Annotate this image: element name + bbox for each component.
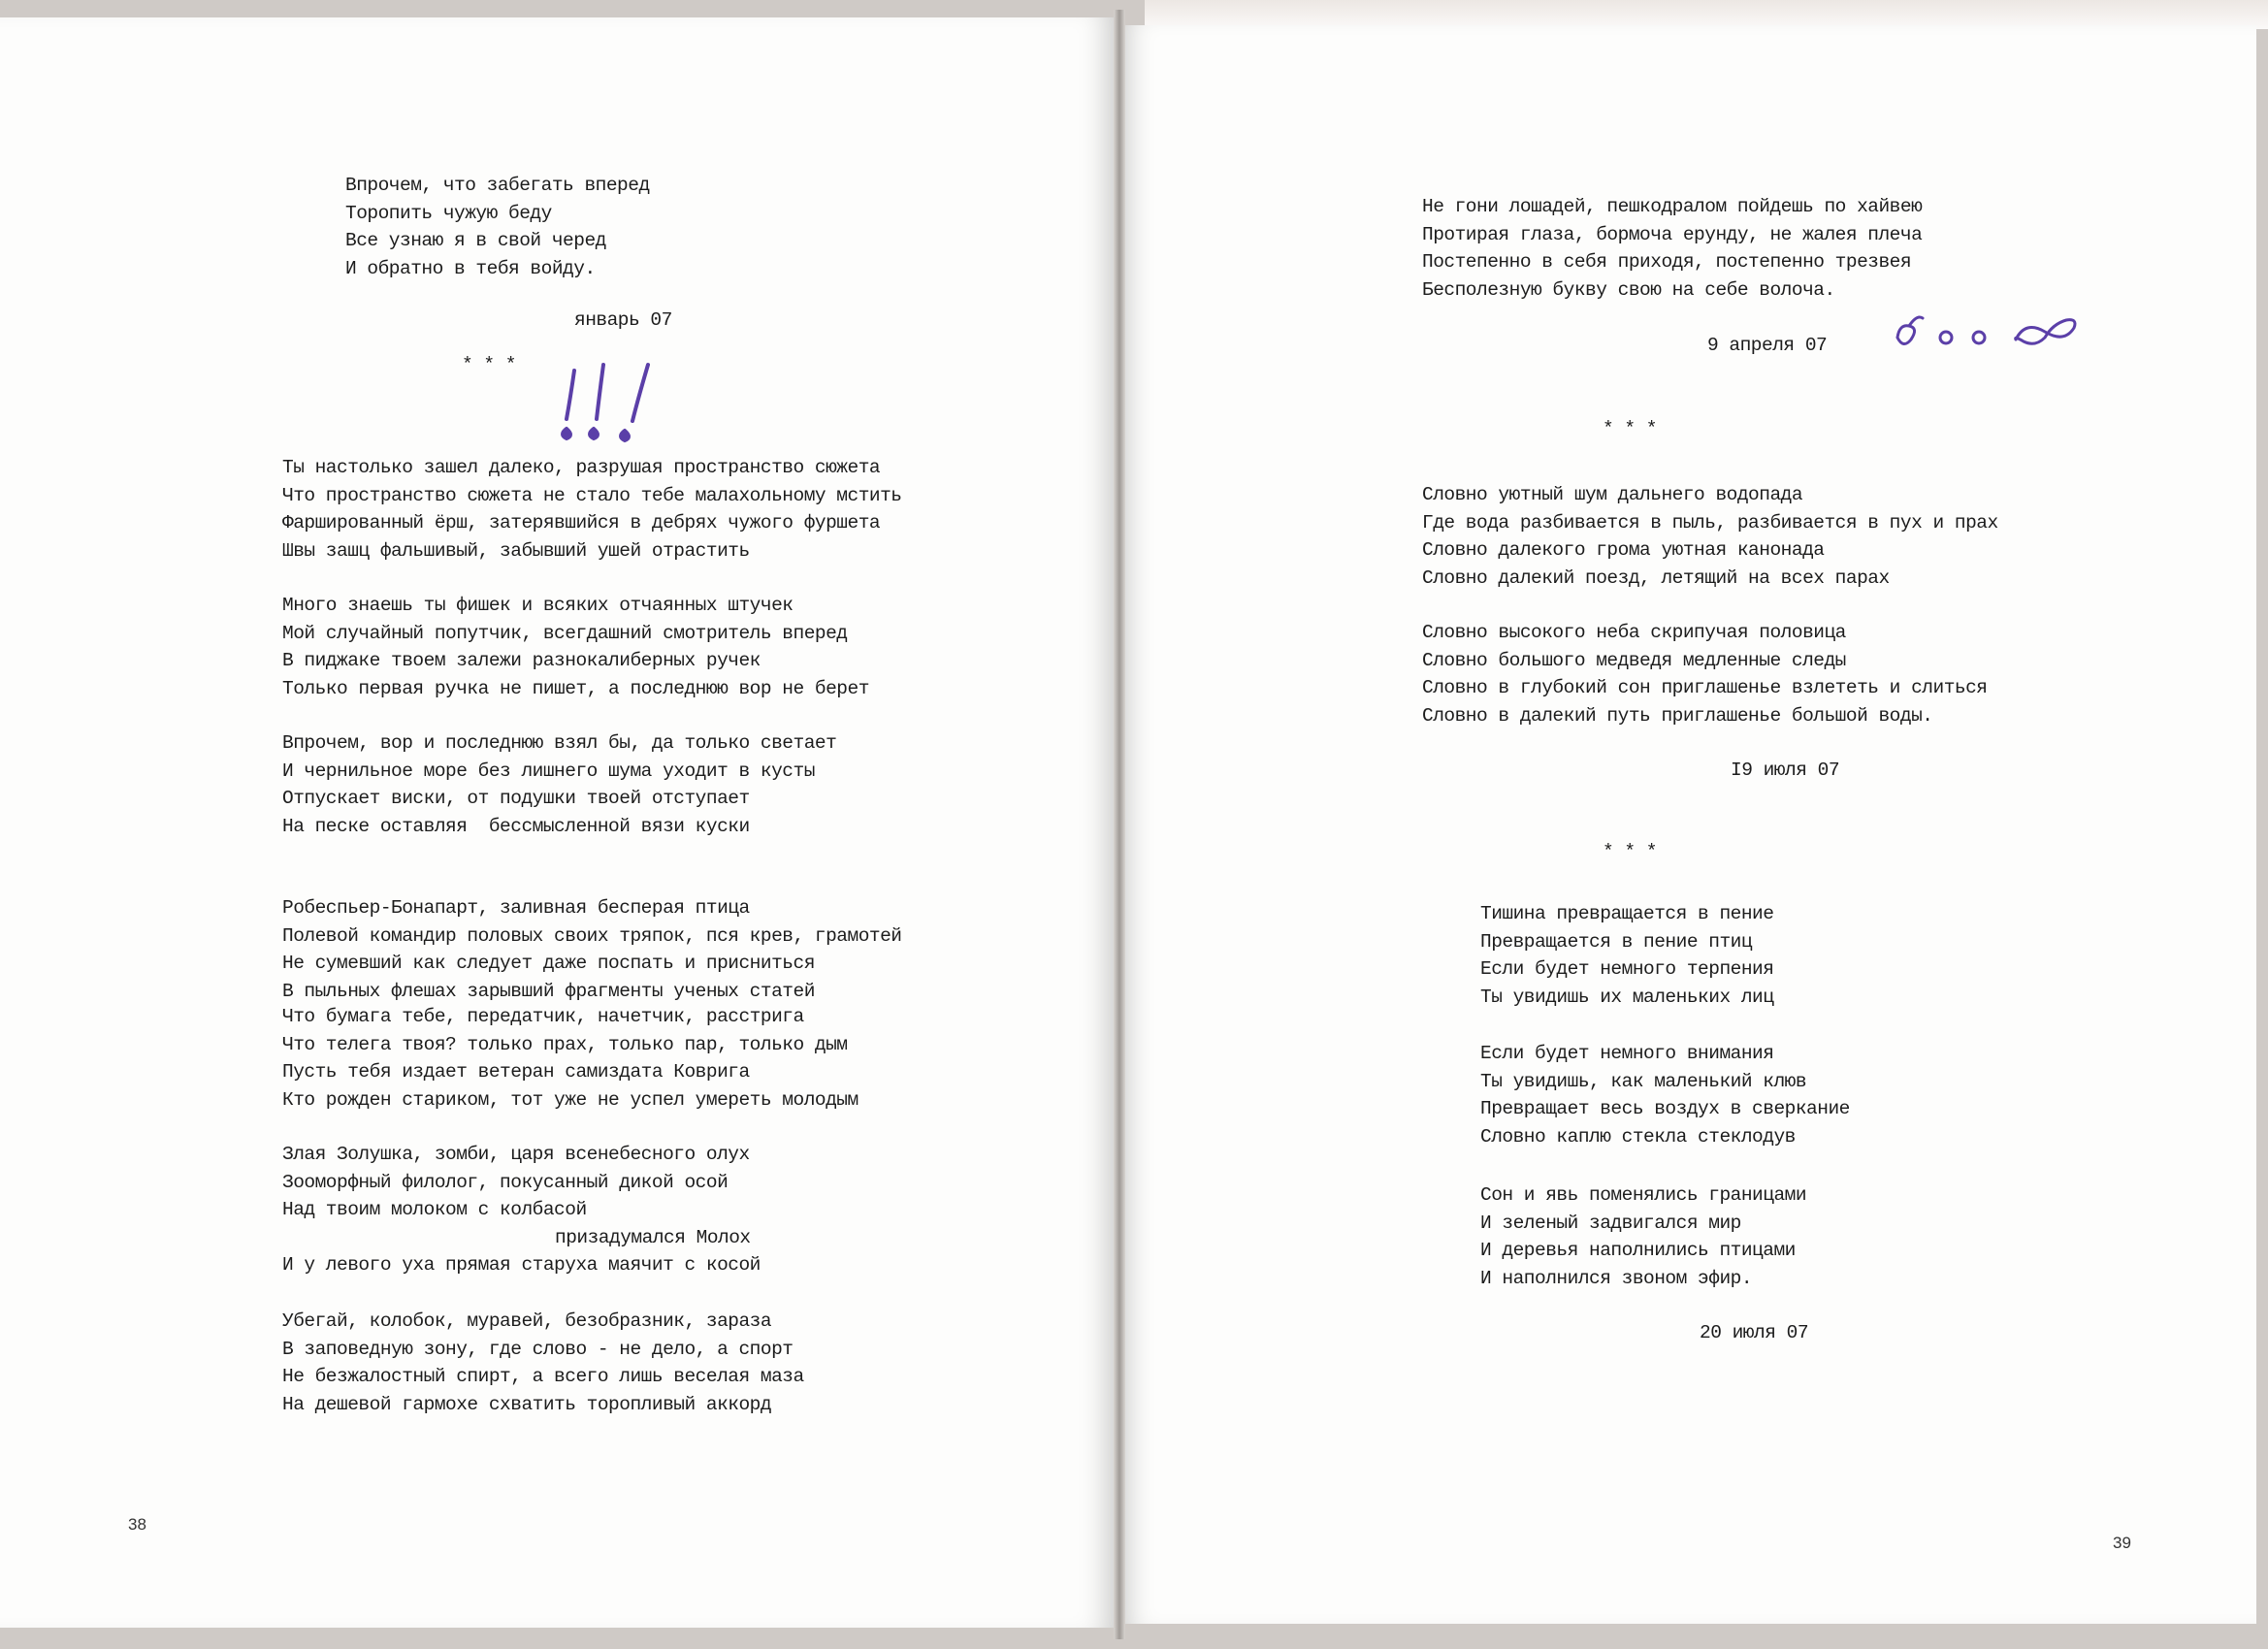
- poem-line: Если будет немного терпения: [1480, 958, 1774, 980]
- poem-date: 9 апреля 07: [1707, 335, 1828, 356]
- poem-line: Сон и явь поменялись границами: [1480, 1184, 1807, 1206]
- poem-line: Фаршированный ёрш, затерявшийся в дебрях чужого фуршета: [282, 512, 881, 534]
- poem-line: Убегай, колобок, муравей, безобразник, зараза: [282, 1310, 772, 1332]
- poem-line: На песке оставляя бессмысленной вязи куски: [282, 815, 750, 837]
- poem-line: В пиджаке твоем залежи разнокалиберных ручек: [282, 650, 761, 671]
- poem-line: Впрочем, что забегать вперед: [345, 175, 650, 196]
- poem-line: Над твоим молоком с колбасой: [282, 1199, 587, 1220]
- poem-line: Много знаешь ты фишек и всяких отчаянных штучек: [282, 595, 794, 616]
- poem-line: Все узнаю я в свой черед: [345, 230, 606, 251]
- poem-line: Что телега твоя? только прах, только пар, только дым: [282, 1033, 848, 1055]
- poem-separator: * * *: [1603, 841, 1658, 862]
- poem-line: Что бумага тебе, передатчик, начетчик, расстрига: [282, 1006, 804, 1027]
- poem-line: И обратно в тебя войду.: [345, 257, 596, 279]
- page-number-left: 38: [128, 1515, 146, 1534]
- poem-date: I9 июля 07: [1731, 760, 1840, 781]
- poem-line: Не сумевший как следует даже поспать и присниться: [282, 953, 815, 974]
- poem-line: И деревья наполнились птицами: [1480, 1240, 1796, 1261]
- poem-line: Кто рожден стариком, тот уже не успел умереть молодым: [282, 1088, 859, 1111]
- poem-line: Словно в далекий путь приглашенье большой воды.: [1422, 704, 1933, 727]
- poem-line: Ты настолько зашел далеко, разрушая пространство сюжета: [282, 457, 881, 478]
- poem-line: Словно большого медведя медленные следы: [1422, 649, 1846, 671]
- handwritten-exclamations-icon: [543, 359, 679, 446]
- poem-line: Ты увидишь их маленьких лиц: [1480, 986, 1774, 1008]
- poem-line: Впрочем, вор и последнюю взял бы, да только светает: [282, 732, 837, 754]
- poem-line: Бесполезную букву свою на себе волоча.: [1422, 278, 1835, 301]
- poem-date: 20 июля 07: [1700, 1322, 1809, 1343]
- poem-line: Где вода разбивается в пыль, разбивается в пух и прах: [1422, 511, 1998, 534]
- poem-date: январь 07: [574, 309, 672, 331]
- poem-line: Робеспьер-Бонапарт, заливная бесперая птица: [282, 897, 750, 919]
- poem-line: Постепенно в себя приходя, постепенно трезвея: [1422, 251, 1912, 273]
- poem-line: Злая Золушка, зомби, царя всенебесного олух: [282, 1144, 750, 1165]
- poem-line: Отпускает виски, от подушки твоей отступает: [282, 788, 750, 809]
- poem-line: Ты увидишь, как маленький клюв: [1480, 1070, 1807, 1092]
- poem-line: В заповедную зону, где слово - не дело, а спорт: [282, 1338, 794, 1360]
- poem-line: Зооморфный филолог, покусанный дикой осой: [282, 1171, 729, 1193]
- poem-line: Полевой командир половых своих тряпок, пся крев, грамотей: [282, 924, 902, 947]
- poem-line: Словно в глубокий сон приглашенье взлететь и слиться: [1422, 677, 1988, 698]
- page-number-right: 39: [2113, 1534, 2131, 1552]
- handwritten-doodle-icon: [1890, 308, 2084, 357]
- poem-line: Что пространство сюжета не стало тебе малахольному мстить: [282, 484, 902, 506]
- poem-line: Превращает весь воздух в сверкание: [1480, 1098, 1850, 1119]
- poem-line: Торопить чужую беду: [345, 202, 552, 224]
- book-gutter: [1114, 10, 1125, 1639]
- poem-line: И у левого уха прямая старуха маячит с косой: [282, 1254, 761, 1276]
- poem-line: Словно каплю стекла стеклодув: [1480, 1125, 1796, 1148]
- poem-line: И зеленый задвигался мир: [1480, 1212, 1741, 1234]
- poem-line: Словно далекий поезд, летящий на всех парах: [1422, 566, 1890, 589]
- poem-line: Словно далекого грома уютная канонада: [1422, 539, 1825, 561]
- poem-line-indented: призадумался Молох: [555, 1227, 751, 1248]
- poem-line: И наполнился звоном эфир.: [1480, 1267, 1753, 1289]
- poem-line: Мой случайный попутчик, всегдашний смотритель вперед: [282, 622, 848, 644]
- poem-line: В пыльных флешах зарывший фрагменты ученых статей: [282, 980, 815, 1002]
- poem-line: И чернильное море без лишнего шума уходит в кусты: [282, 760, 815, 782]
- poem-line: Швы зашц фальшивый, забывший ушей отрастить: [282, 539, 750, 562]
- poem-line: Превращается в пение птиц: [1480, 930, 1753, 953]
- poem-line: Тишина превращается в пение: [1480, 903, 1774, 924]
- poem-separator: * * *: [1603, 418, 1658, 439]
- poem-line: Словно высокого неба скрипучая половица: [1422, 622, 1846, 643]
- poem-line: На дешевой гармохе схватить торопливый аккорд: [282, 1393, 772, 1415]
- poem-line: Протирая глаза, бормоча ерунду, не жалея плеча: [1422, 223, 1923, 245]
- poem-line: Не безжалостный спирт, а всего лишь веселая маза: [282, 1366, 804, 1387]
- poem-separator: * * *: [462, 354, 517, 375]
- poem-line: Если будет немного внимания: [1480, 1043, 1774, 1064]
- poem-line: Пусть тебя издает ветеран самиздата Коврига: [282, 1061, 750, 1083]
- poem-line: Только первая ручка не пишет, а последнюю вор не берет: [282, 677, 869, 699]
- poem-line: Не гони лошадей, пешкодралом пойдешь по хайвею: [1422, 196, 1923, 217]
- poem-line: Словно уютный шум дальнего водопада: [1422, 484, 1803, 505]
